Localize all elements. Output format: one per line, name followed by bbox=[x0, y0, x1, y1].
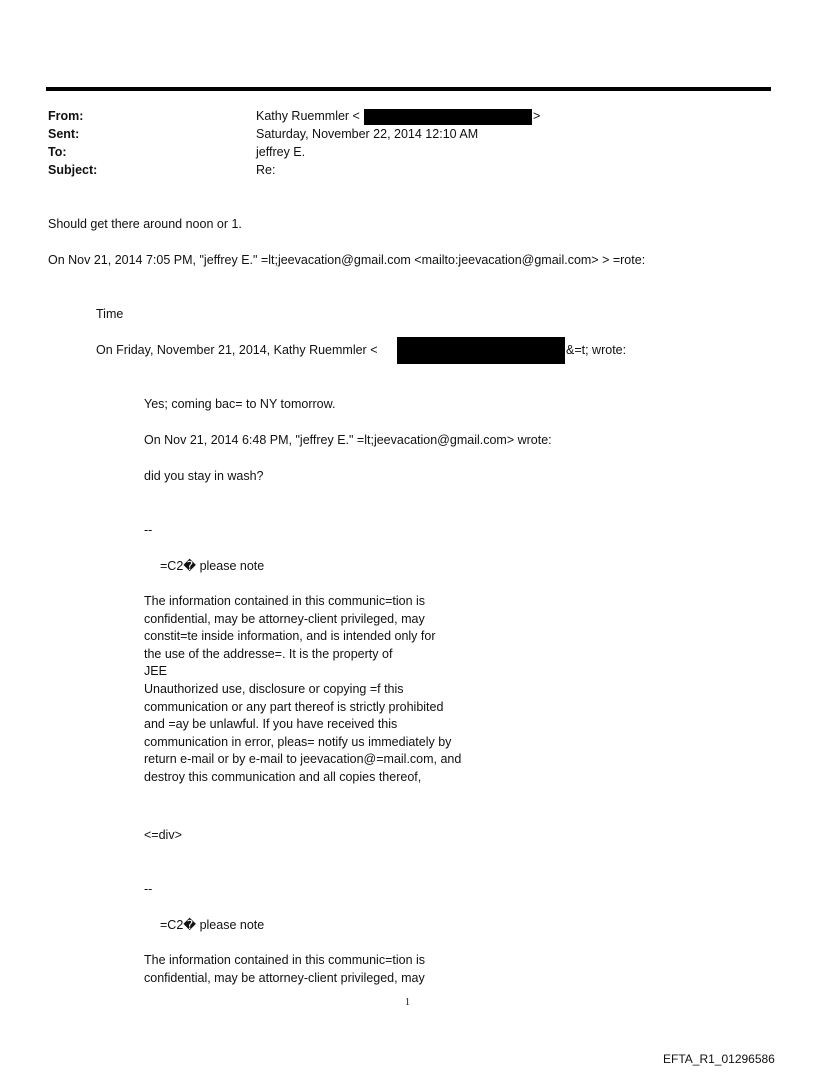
from-close: > bbox=[533, 109, 541, 123]
quote1-header: On Nov 21, 2014 7:05 PM, "jeffrey E." =lt;jeevacation@gmail.com <mailto:jeevacation@gmail.com> > =rote: bbox=[48, 253, 646, 267]
disclaimer-line: destroy this communication and all copies thereof, bbox=[144, 769, 422, 784]
redaction-box bbox=[364, 109, 532, 125]
please-note-2: =C2� please note bbox=[160, 918, 265, 932]
disclaimer-line: The information contained in this communic=tion is bbox=[144, 594, 426, 608]
subject-label: Subject: bbox=[48, 163, 98, 177]
disclaimer-line: constit=te inside information, and is intended only for bbox=[144, 629, 436, 644]
page-number: 1 bbox=[405, 997, 410, 1008]
sent-value: Saturday, November 22, 2014 12:10 AM bbox=[256, 127, 479, 141]
div-tag-text: <=div> bbox=[144, 828, 182, 842]
from-name: Kathy Ruemmler < bbox=[256, 109, 360, 123]
disclaimer-line: JEE bbox=[144, 664, 167, 679]
disclaimer-line: confidential, may be attorney-client privileged, may bbox=[144, 611, 425, 626]
disclaimer-line: confidential, may be attorney-client privileged, may bbox=[144, 970, 425, 985]
quote2-prefix: On Friday, November 21, 2014, Kathy Ruemmler < bbox=[96, 343, 378, 357]
please-note: =C2� please note bbox=[160, 559, 265, 573]
quote3-header: On Nov 21, 2014 6:48 PM, "jeffrey E." =lt;jeevacation@gmail.com> wrote: bbox=[144, 433, 552, 447]
disclaimer-block bbox=[144, 593, 461, 787]
quote2-suffix: &=t; wrote: bbox=[566, 343, 627, 357]
disclaimer-line: and =ay be unlawful. If you have received this bbox=[144, 717, 398, 732]
disclaimer-line: communication in error, pleas= notify us immediately by bbox=[144, 734, 452, 749]
signature-dash: -- bbox=[144, 523, 153, 537]
to-value: jeffrey E. bbox=[256, 145, 306, 159]
from-value bbox=[256, 109, 360, 124]
disclaimer-block-2 bbox=[144, 952, 425, 987]
question-text: did you stay in wash? bbox=[144, 469, 264, 483]
subject-value: Re: bbox=[256, 163, 276, 177]
redaction-box-2 bbox=[397, 337, 565, 364]
disclaimer-line: return e-mail or by e-mail to jeevacation@=mail.com, and bbox=[144, 752, 462, 767]
time-text: Time bbox=[96, 307, 124, 321]
disclaimer-line: Unauthorized use, disclosure or copying =f this bbox=[144, 681, 404, 696]
disclaimer-line: The information contained in this communic=tion is bbox=[144, 953, 426, 967]
sent-label: Sent: bbox=[48, 127, 80, 141]
header-rule bbox=[46, 87, 771, 91]
signature-dash-2: -- bbox=[144, 882, 153, 896]
disclaimer-line: the use of the addresse=. It is the property of bbox=[144, 646, 393, 661]
yes-line: Yes; coming bac= to NY tomorrow. bbox=[144, 397, 336, 411]
reply-text: Should get there around noon or 1. bbox=[48, 217, 242, 231]
bates-number: EFTA_R1_01296586 bbox=[663, 1052, 775, 1066]
disclaimer-line: communication or any part thereof is strictly prohibited bbox=[144, 699, 444, 714]
to-label: To: bbox=[48, 145, 67, 159]
from-label: From: bbox=[48, 109, 84, 123]
